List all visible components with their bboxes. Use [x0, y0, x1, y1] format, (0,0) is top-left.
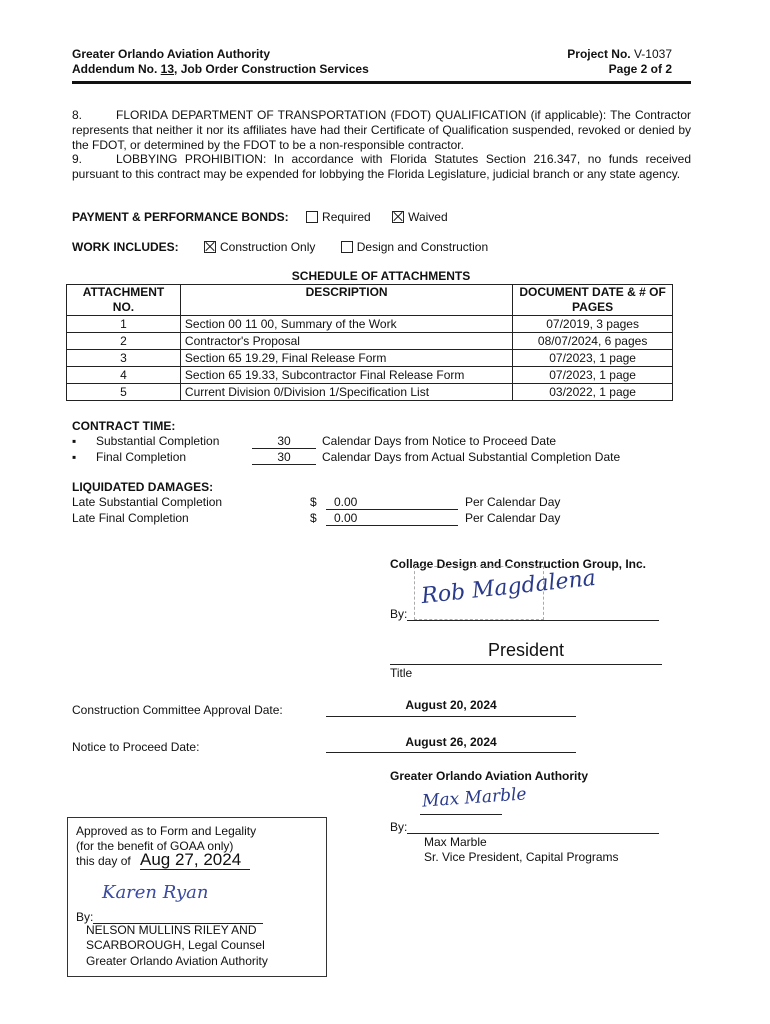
contract-time-title: CONTRACT TIME:: [72, 419, 176, 433]
legal-approval-box: [67, 817, 327, 977]
header-rule: [72, 81, 691, 84]
legal-line-1: Approved as to Form and Legality: [76, 824, 257, 838]
header-org: Greater Orlando Aviation Authority: [72, 47, 271, 61]
schedule-table: [66, 284, 673, 401]
ntp-date-label: Notice to Proceed Date:: [72, 740, 200, 754]
authority-name: Greater Orlando Aviation Authority: [390, 769, 589, 783]
legal-line-2: (for the benefit of GOAA only): [76, 839, 234, 853]
table-row: 1 Section 00 11 00, Summary of the Work 07/2019, 3 pages: [67, 316, 673, 333]
authority-by-label: By:: [390, 820, 408, 834]
header-addendum: Addendum No. 13, Job Order Construction Services: [72, 62, 369, 76]
legal-signature: Karen Ryan: [102, 882, 209, 903]
committee-date-label: Construction Committee Approval Date:: [72, 703, 283, 717]
legal-firm-1: NELSON MULLINS RILEY AND: [86, 923, 257, 937]
construction-only-checkbox[interactable]: [204, 241, 216, 253]
col-attachment-no: ATTACHMENT NO.: [67, 285, 181, 316]
contractor-signature-box: [414, 565, 597, 620]
work-includes-row: [72, 240, 488, 254]
page-number: Page 2 of 2: [608, 62, 672, 76]
legal-firm-2: SCARBOROUGH, Legal Counsel: [86, 938, 265, 952]
table-row: 2 Contractor's Proposal 08/07/2024, 6 pages: [67, 333, 673, 350]
authority-signer-title: Sr. Vice President, Capital Programs: [424, 850, 619, 864]
table-row: 5 Current Division 0/Division 1/Specification List 03/2022, 1 page: [67, 384, 673, 401]
project-number: Project No. V-1037: [567, 47, 672, 61]
bonds-label: PAYMENT & PERFORMANCE BONDS:: [72, 210, 289, 224]
section-9: 9. LOBBYING PROHIBITION: In accordance with Florida Statutes Section 216.347, no funds received pursuant to this contract may be expended for lobbying the Florida Legislature, judicial branch or any state agency.: [72, 152, 691, 181]
bonds-row: [72, 210, 448, 224]
header-left: [72, 47, 369, 77]
construction-only-option[interactable]: Construction Only: [204, 240, 315, 254]
contractor-by-label: By:: [390, 607, 408, 621]
work-label: WORK INCLUDES:: [72, 240, 179, 254]
committee-date-value: August 20, 2024: [326, 698, 576, 717]
legal-by-label: By:: [76, 910, 94, 924]
section-8: 8. FLORIDA DEPARTMENT OF TRANSPORTATION (FDOT) QUALIFICATION (if applicable): The Contractor represents that neither it nor its affiliates have had their Certificate of Qualification suspended, revoked or denied by the FDOT, or determined by the FDOT to be a non-responsible contractor.: [72, 108, 691, 152]
table-row: 4 Section 65 19.33, Subcontractor Final Release Form 07/2023, 1 page: [67, 367, 673, 384]
ntp-date-value: August 26, 2024: [326, 735, 576, 753]
waived-checkbox[interactable]: [392, 211, 404, 223]
legal-line-3: this day of: [76, 854, 131, 868]
contractor-name: Collage Design and Construction Group, Inc.: [390, 557, 647, 571]
authority-signer: Max Marble: [424, 835, 487, 849]
schedule-title: SCHEDULE OF ATTACHMENTS: [291, 269, 471, 283]
design-construction-checkbox[interactable]: [341, 241, 353, 253]
authority-signature-stroke: [420, 814, 502, 815]
contractor-title-label: Title: [390, 666, 413, 680]
col-document-date: DOCUMENT DATE & # OF PAGES: [513, 285, 673, 316]
liquidated-title: LIQUIDATED DAMAGES:: [72, 480, 214, 494]
schedule-header-row: [67, 285, 673, 316]
contractor-title-value: President: [390, 640, 662, 665]
authority-signature: Max Marble: [421, 784, 528, 812]
bonds-required-option[interactable]: Required: [306, 210, 371, 224]
col-description: DESCRIPTION: [180, 285, 512, 316]
required-checkbox[interactable]: [306, 211, 318, 223]
legal-date: Aug 27, 2024: [140, 850, 250, 870]
legal-firm-3: Greater Orlando Aviation Authority: [86, 954, 268, 968]
header-right: [567, 47, 672, 77]
authority-by-line: [407, 833, 659, 834]
contractor-signature: Rob Magdalena: [420, 565, 597, 610]
bonds-waived-option[interactable]: Waived: [392, 210, 448, 224]
contractor-by-line: [407, 620, 659, 621]
design-construction-option[interactable]: Design and Construction: [341, 240, 488, 254]
table-row: 3 Section 65 19.29, Final Release Form 07/2023, 1 page: [67, 350, 673, 367]
